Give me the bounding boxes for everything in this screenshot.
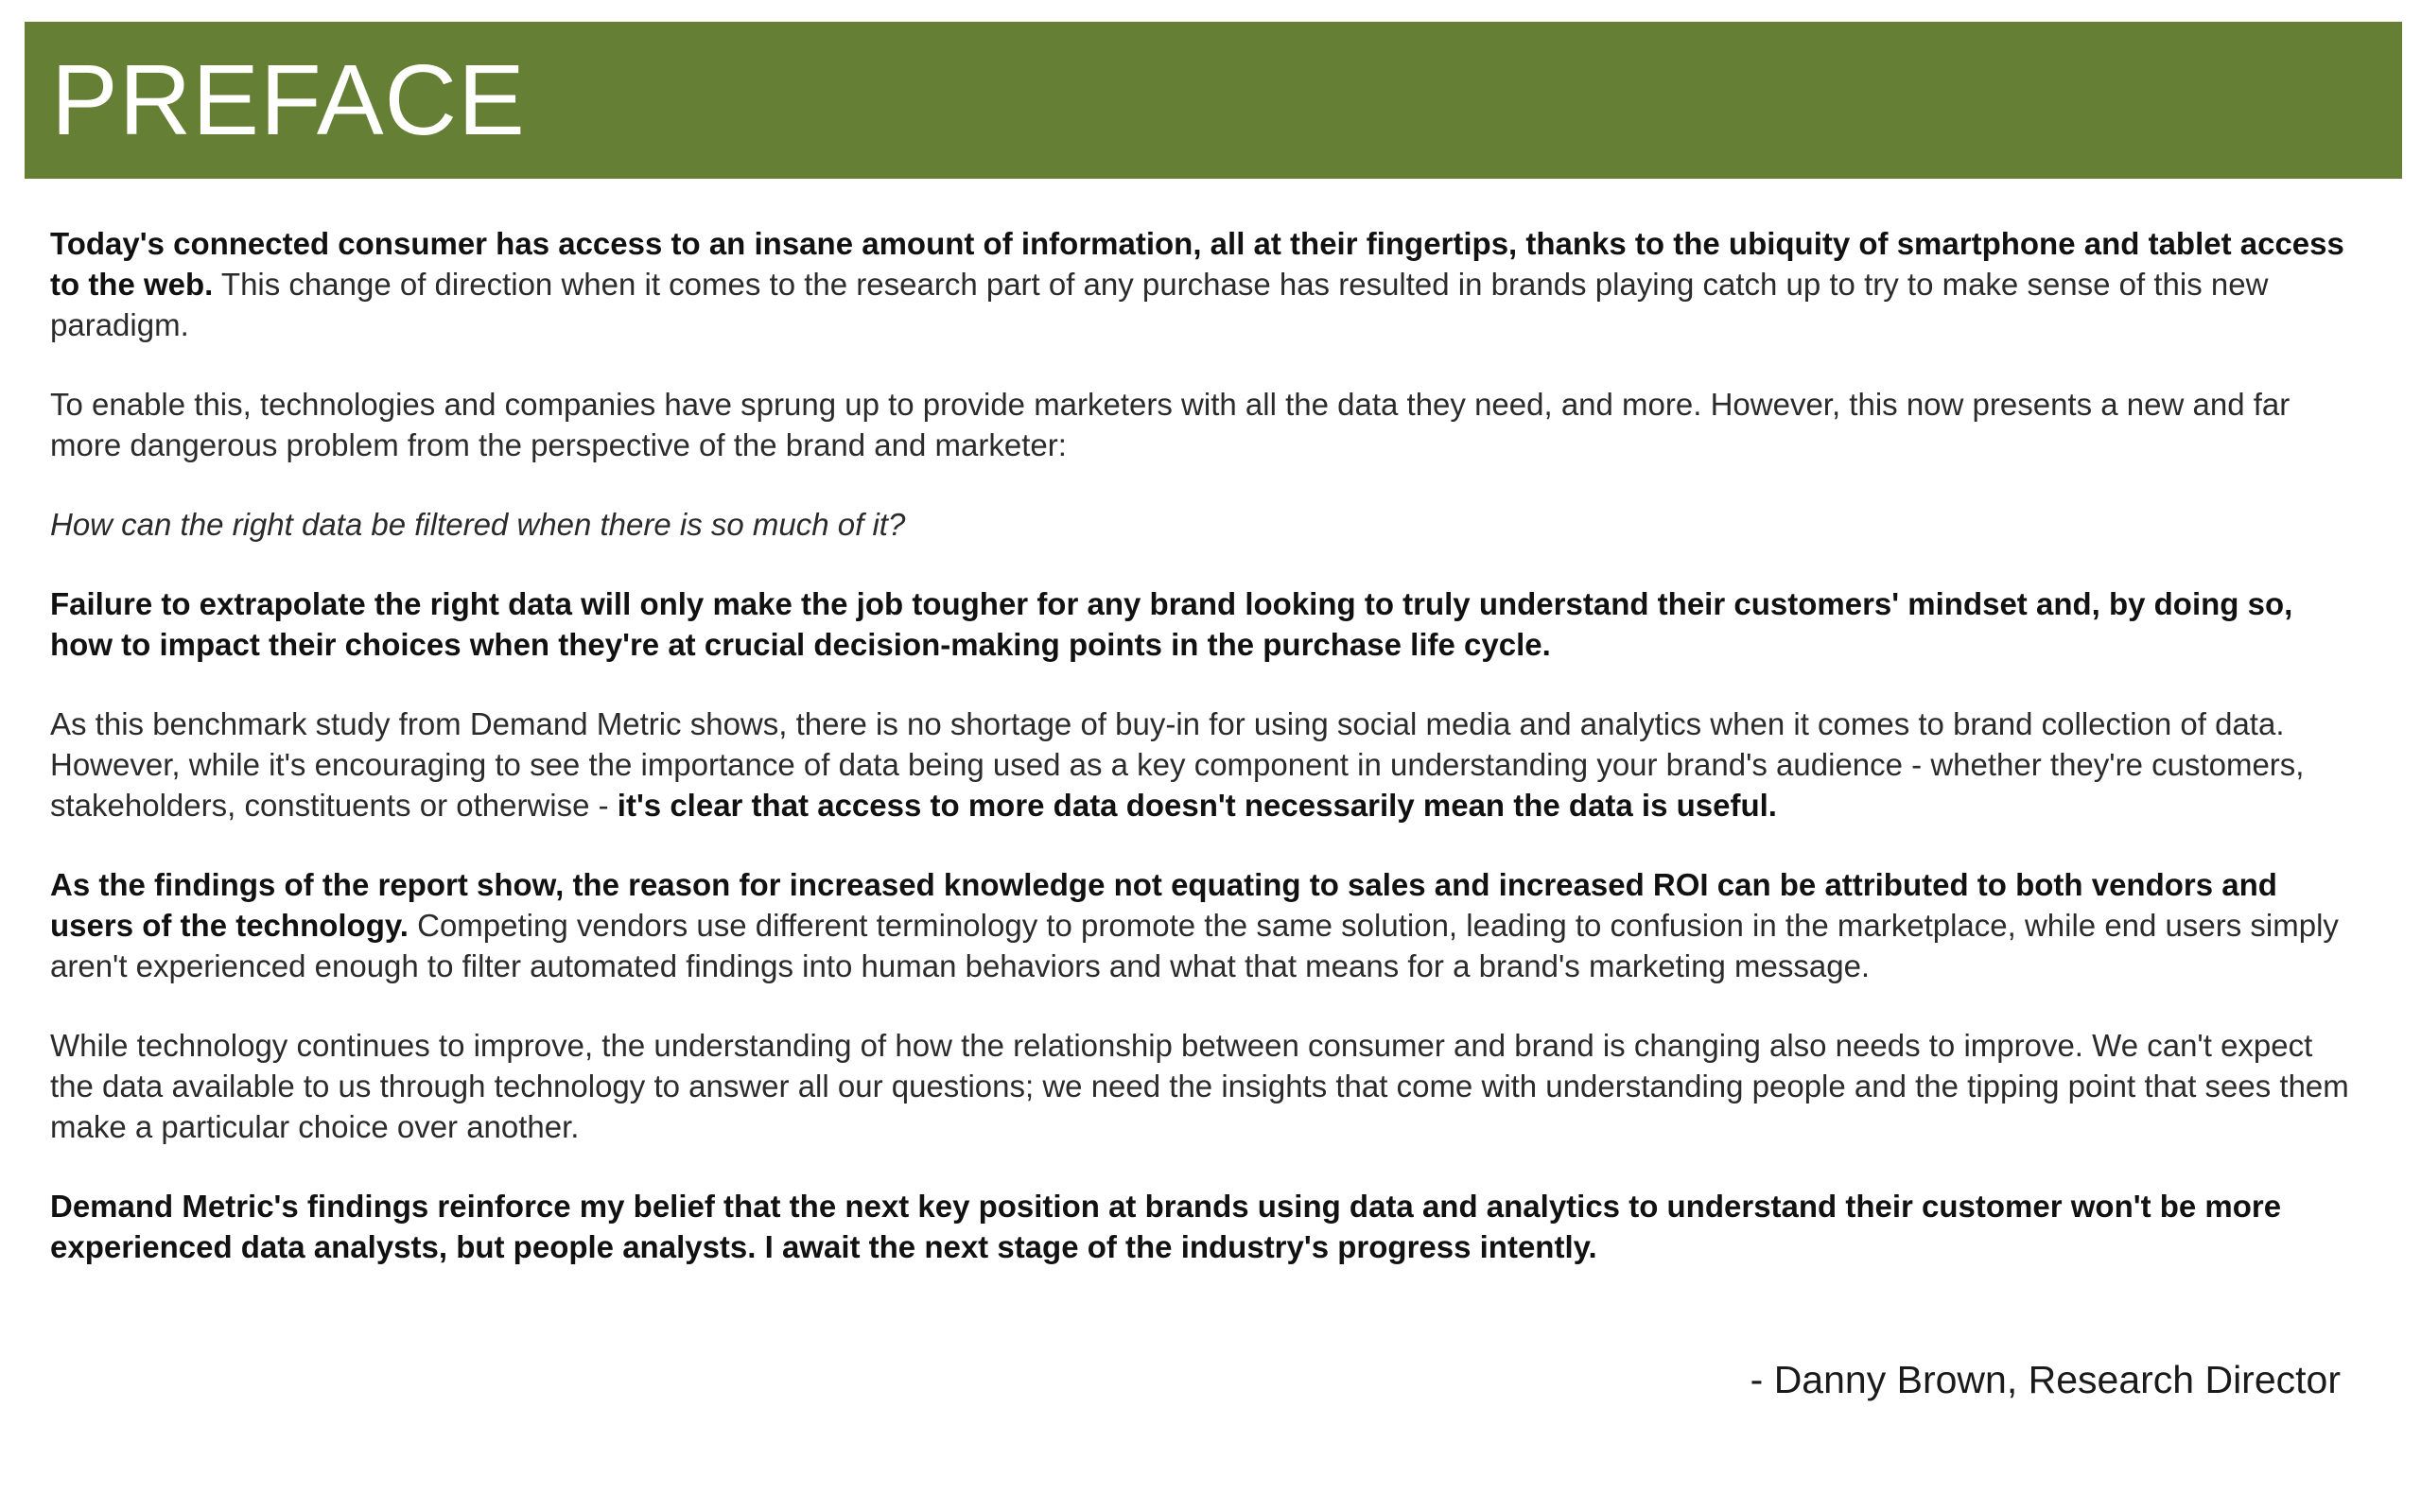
paragraph-8 — [50, 1186, 2358, 1267]
paragraph-7 — [50, 1025, 2358, 1147]
header-band — [25, 22, 2402, 179]
paragraph-6-text: Competing vendors use different terminology to promote the same solution, leading to confusion in the marketplace, while end users simply aren't experienced enough to filter automated findings into human behaviors and what that means for a brand's marketing message. — [50, 908, 2339, 983]
paragraph-6 — [50, 864, 2358, 986]
paragraph-2-text: To enable this, technologies and companies have sprung up to provide marketers with all the data they need, and more. However, this now presents a new and far more dangerous problem from the perspective of the brand and marketer: — [50, 387, 2290, 462]
paragraph-5 — [50, 704, 2358, 826]
author-signature: - Danny Brown, Research Director — [1750, 1358, 2341, 1401]
page-title: PREFACE — [51, 44, 526, 156]
paragraph-4 — [50, 583, 2358, 665]
paragraph-5-text: As this benchmark study from Demand Metric shows, there is no shortage of buy-in for using social media and analytics when it comes to brand collection of data. However, while it's encouraging to see the importance of data being used as a key component in understanding your brand's audience - whether they're customers, stakeholders, constituents or otherwise - — [50, 706, 2305, 823]
paragraph-5-bold: it's clear that access to more data doesn't necessarily mean the data is useful. — [617, 788, 1777, 823]
paragraph-3 — [50, 504, 2358, 545]
paragraph-1 — [50, 223, 2358, 345]
paragraph-3-question: How can the right data be filtered when there is so much of it? — [50, 507, 906, 542]
paragraph-2 — [50, 384, 2358, 465]
paragraph-1-text: This change of direction when it comes to the research part of any purchase has resulted in brands playing catch up to try to make sense of this new paradigm. — [50, 267, 2269, 342]
paragraph-7-text: While technology continues to improve, the understanding of how the relationship between consumer and brand is changing also needs to improve. We can't expect the data available to us through technology to answer all our questions; we need the insights that come with understanding people and the tipping point that sees them make a particular choice over another. — [50, 1028, 2349, 1144]
paragraph-8-bold: Demand Metric's findings reinforce my belief that the next key position at brands using data and analytics to understand their customer won't be more experienced data analysts, but people analysts. I await the next stage of the industry's progress intently. — [50, 1189, 2282, 1264]
preface-body — [50, 223, 2358, 1306]
paragraph-6-bold: As the findings of the report show, the reason for increased knowledge not equating to sales and increased ROI can be attributed to both vendors and users of the technology. — [50, 867, 2277, 943]
paragraph-4-bold: Failure to extrapolate the right data will only make the job tougher for any brand looking to truly understand their customers' mindset and, by doing so, how to impact their choices when they're at crucial decision-making points in the purchase life cycle. — [50, 586, 2293, 662]
paragraph-1-bold: Today's connected consumer has access to an insane amount of information, all at their fingertips, thanks to the ubiquity of smartphone and tablet access to the web. — [50, 226, 2344, 302]
